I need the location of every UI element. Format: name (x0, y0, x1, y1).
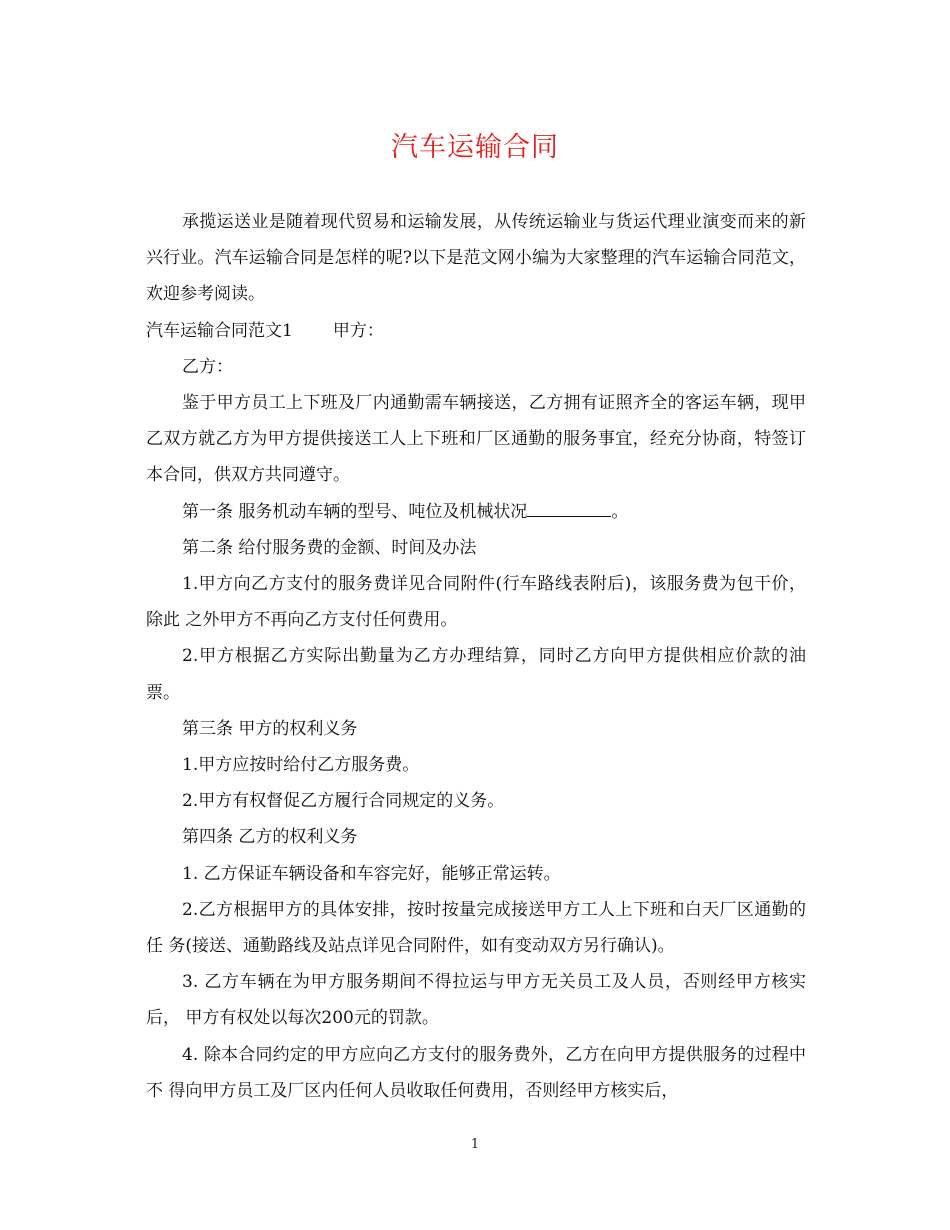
document-body (146, 204, 806, 1109)
article-1-end: 。 (611, 501, 629, 522)
article-3-item-1: 1.甲方应按时给付乙方服务费。 (182, 755, 420, 776)
party-a-label: 甲方： (332, 320, 384, 341)
article-1 (146, 494, 806, 530)
preamble-paragraph: 鉴于甲方员工上下班及厂内通勤需车辆接送，乙方拥有证照齐全的客运车辆，现甲乙双方就乙方为甲方提供接送工人上下班和厂区通勤的服务事宜，经充分协商，特签订本合同，供双方共同遵守。 (146, 393, 806, 486)
page-number: 1 (470, 1137, 480, 1152)
article-4-item-4: 4. 除本合同约定的甲方应向乙方支付的服务费外，乙方在向甲方提供服务的过程中不 得向甲方员工及厂区内任何人员收取任何费用，否则经甲方核实后， (146, 1044, 806, 1101)
sample-heading: 汽车运输合同范文1 (146, 320, 293, 341)
intro-paragraph: 承揽运送业是随着现代贸易和运输发展，从传统运输业与货运代理业演变而来的新兴行业。汽车运输合同是怎样的呢?以下是范文网小编为大家整理的汽车运输合同范文，欢迎参考阅读。 (146, 212, 806, 305)
article-1-text: 第一条 服务机动车辆的型号、吨位及机械状况 (182, 501, 528, 522)
fill-in-blank (527, 500, 611, 517)
article-4-item-3: 3. 乙方车辆在为甲方服务期间不得拉运与甲方无关员工及人员，否则经甲方核实后， 甲方有权处以每次200元的罚款。 (146, 972, 806, 1029)
article-2-item-2: 2.甲方根据乙方实际出勤量为乙方办理结算，同时乙方向甲方提供相应价款的油票。 (146, 646, 806, 703)
article-4-item-1: 1. 乙方保证车辆设备和车容完好，能够正常运转。 (182, 863, 561, 884)
article-4-item-2: 2.乙方根据甲方的具体安排，按时按量完成接送甲方工人上下班和白天厂区通勤的任 务(接送、通勤路线及站点详见合同附件，如有变动双方另行确认)。 (146, 899, 806, 957)
article-2-heading: 第二条 给付服务费的金额、时间及办法 (182, 537, 477, 558)
article-4-heading: 第四条 乙方的权利义务 (182, 827, 358, 848)
party-b-label: 乙方： (182, 356, 233, 377)
sample-heading-line (146, 313, 806, 349)
article-2-item-1: 1.甲方向乙方支付的服务费详见合同附件(行车路线表附后)，该服务费为包干价，除此 之外甲方不再向乙方支付任何费用。 (146, 574, 806, 631)
document-title: 汽车运输合同 (391, 132, 559, 163)
article-3-heading: 第三条 甲方的权利义务 (182, 718, 358, 739)
article-3-item-2: 2.甲方有权督促乙方履行合同规定的义务。 (182, 791, 505, 812)
